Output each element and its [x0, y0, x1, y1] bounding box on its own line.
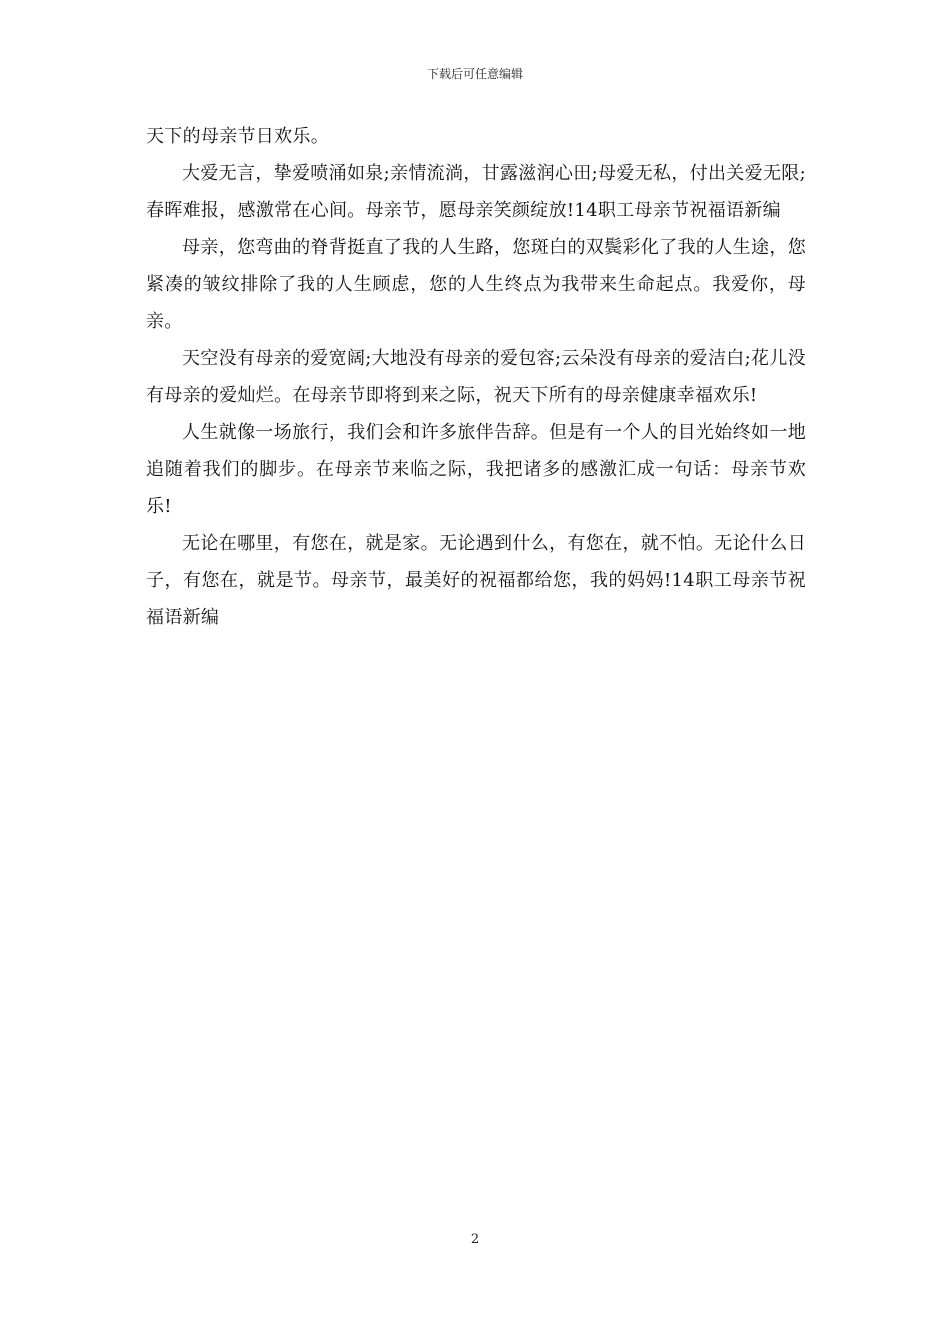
paragraph-5: 人生就像一场旅行，我们会和许多旅伴告辞。但是有一个人的目光始终如一地追随着我们的脚步。在母亲节来临之际，我把诸多的感激汇成一句话：母亲节欢乐! — [146, 422, 806, 517]
paragraph-3: 母亲，您弯曲的脊背挺直了我的人生路，您斑白的双鬓彩化了我的人生途，您紧凑的皱纹排除了我的人生顾虑，您的人生终点为我带来生命起点。我爱你，母亲。 — [146, 237, 806, 332]
page-number: 2 — [470, 1232, 480, 1247]
document-body — [146, 118, 806, 636]
page-header: 下载后可任意编辑 — [426, 67, 523, 81]
paragraph-1: 天下的母亲节日欢乐。 — [146, 126, 329, 147]
paragraph-4: 天空没有母亲的爱宽阔;大地没有母亲的爱包容;云朵没有母亲的爱洁白;花儿没有母亲的爱灿烂。在母亲节即将到来之际，祝天下所有的母亲健康幸福欢乐! — [146, 348, 806, 406]
paragraph-6: 无论在哪里，有您在，就是家。无论遇到什么，有您在，就不怕。无论什么日子，有您在，就是节。母亲节，最美好的祝福都给您，我的妈妈!14职工母亲节祝福语新编 — [146, 533, 806, 628]
paragraph-2: 大爱无言，挚爱喷涌如泉;亲情流淌，甘露滋润心田;母爱无私，付出关爱无限;春晖难报，感激常在心间。母亲节，愿母亲笑颜绽放!14职工母亲节祝福语新编 — [146, 163, 806, 221]
